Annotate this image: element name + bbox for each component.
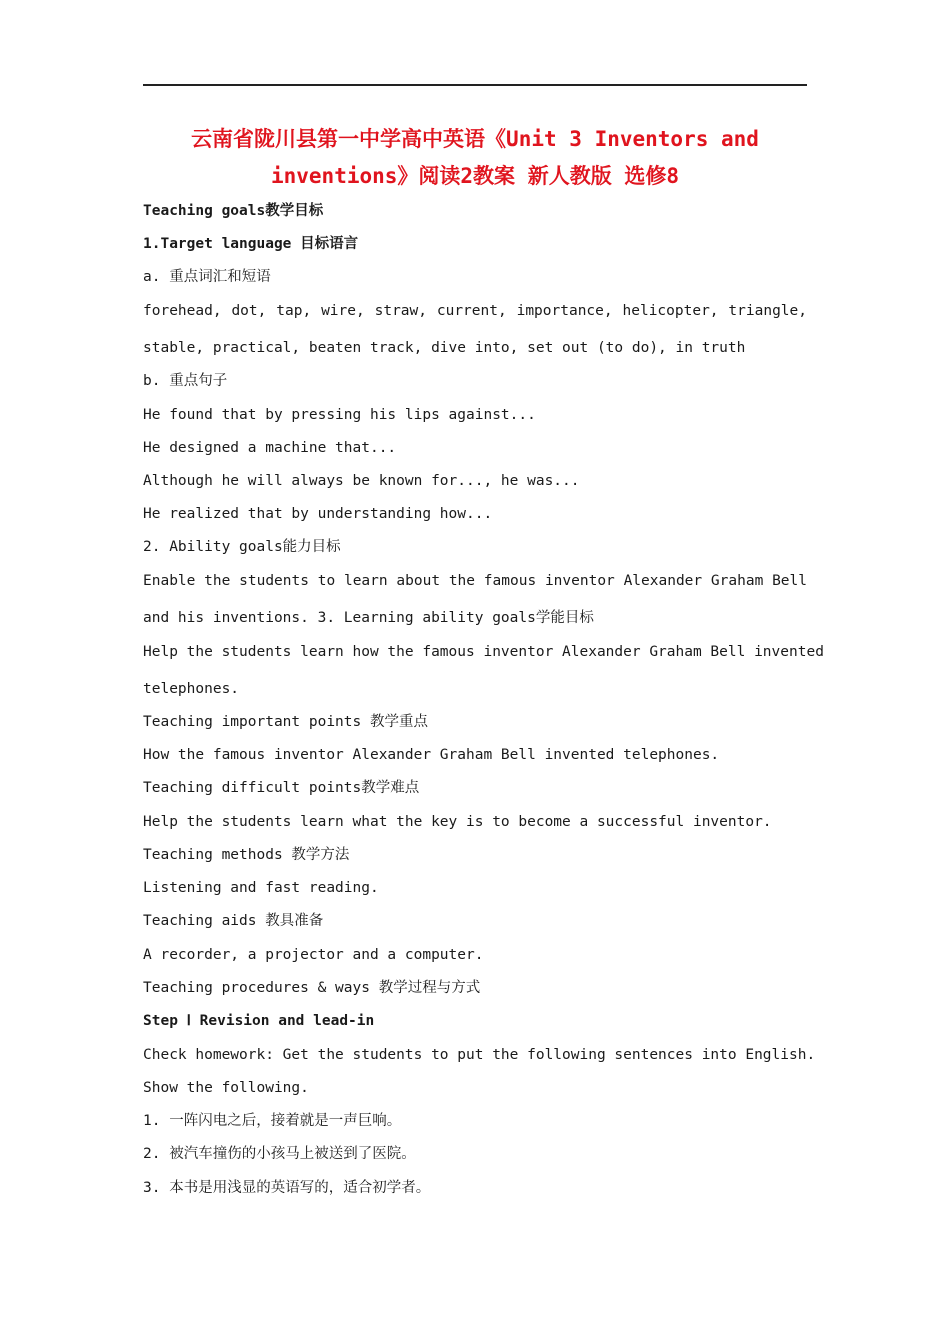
header-rule — [143, 84, 807, 86]
sentence-2: He designed a machine that... — [143, 440, 397, 456]
learning-goals-text-1: Help the students learn how the famous inventor Alexander Graham Bell invented — [143, 644, 824, 660]
document-title-line-2: inventions》阅读2教案 新人教版 选修8 — [270, 164, 679, 188]
ability-goals-text-1: Enable the students to learn about the famous inventor Alexander Graham Bell — [143, 573, 807, 589]
heading-difficult-points: Teaching difficult points教学难点 — [143, 780, 420, 796]
important-points-text: How the famous inventor Alexander Graham Bell invented telephones. — [143, 747, 720, 763]
exercise-sentence-2: 2. 被汽车撞伤的小孩马上被送到了医院。 — [143, 1146, 416, 1162]
sentence-1: He found that by pressing his lips against... — [143, 407, 536, 423]
exercise-sentence-1: 1. 一阵闪电之后，接着就是一声巨响。 — [143, 1113, 402, 1129]
heading-important-points: Teaching important points 教学重点 — [143, 714, 428, 730]
vocabulary-line-2: stable, practical, beaten track, dive into, set out (to do), in truth — [143, 340, 746, 356]
show-following-text: Show the following. — [143, 1080, 309, 1096]
learning-goals-text-2: telephones. — [143, 681, 240, 697]
heading-ability-goals: 2. Ability goals能力目标 — [143, 539, 341, 555]
exercise-sentence-3: 3. 本书是用浅显的英语写的，适合初学者。 — [143, 1180, 431, 1196]
heading-teaching-procedures: Teaching procedures & ways 教学过程与方式 — [143, 980, 481, 996]
heading-step-1: Step Ⅰ Revision and lead-in — [143, 1013, 375, 1029]
difficult-points-text: Help the students learn what the key is to become a successful inventor. — [143, 814, 772, 830]
sentence-3: Although he will always be known for..., he was... — [143, 473, 580, 489]
ability-goals-text-2: and his inventions. 3. Learning ability goals学能目标 — [143, 610, 594, 626]
heading-teaching-aids: Teaching aids 教具准备 — [143, 913, 324, 929]
subheading-key-sentences: b. 重点句子 — [143, 373, 228, 389]
vocabulary-line-1: forehead, dot, tap, wire, straw, current, importance, helicopter, triangle, — [143, 303, 807, 319]
teaching-methods-text: Listening and fast reading. — [143, 880, 379, 896]
heading-teaching-methods: Teaching methods 教学方法 — [143, 847, 350, 863]
check-homework-text: Check homework: Get the students to put the following sentences into English. — [143, 1047, 816, 1063]
teaching-aids-text: A recorder, a projector and a computer. — [143, 947, 484, 963]
heading-target-language: 1.Target language 目标语言 — [143, 236, 359, 252]
sentence-4: He realized that by understanding how... — [143, 506, 493, 522]
document-title-line-1: 云南省陇川县第一中学高中英语《Unit 3 Inventors and — [191, 127, 759, 151]
subheading-vocabulary: a. 重点词汇和短语 — [143, 269, 271, 285]
heading-teaching-goals: Teaching goals教学目标 — [143, 203, 324, 219]
